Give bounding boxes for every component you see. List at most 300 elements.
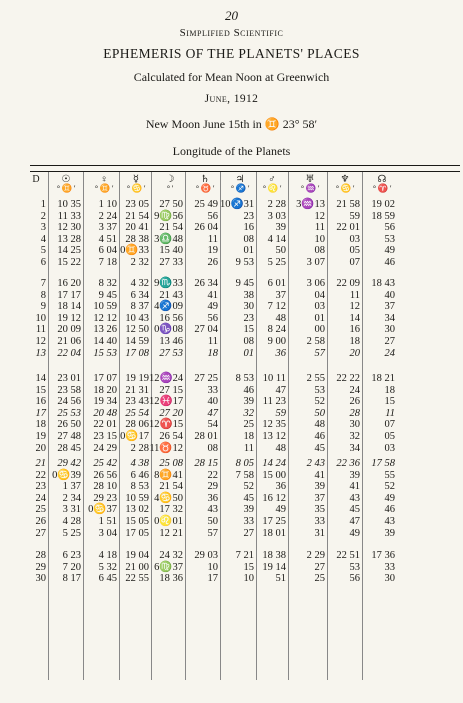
table-cell-jupiter: 9 45: [235, 278, 254, 289]
table-cell-uranus: 46: [314, 431, 325, 442]
table-cell-neptune: 22 22: [336, 373, 360, 384]
table-cell-moon: 3♎48: [154, 233, 183, 245]
day-number: 9: [40, 301, 46, 313]
table-cell-mercury: 8 37: [130, 301, 149, 313]
table-cell-saturn: 47: [207, 407, 218, 419]
day-number: 11: [35, 324, 46, 336]
table-cell-node: 19 02: [371, 199, 395, 210]
table-cell-moon: 15 40: [159, 245, 183, 257]
table-cell-uranus: 3 06: [306, 278, 325, 289]
table-cell-jupiter: 15: [243, 324, 254, 336]
day-number: 5: [40, 245, 46, 257]
table-cell-venus: 1 10: [98, 199, 117, 210]
table-cell-uranus: 52: [314, 396, 325, 408]
table-cell-sun: 28 45: [57, 442, 81, 454]
table-cell-uranus: 27: [314, 561, 325, 573]
table-cell-saturn: 56: [207, 210, 218, 222]
table-cell-uranus: 3 07: [306, 257, 325, 268]
table-cell-sun: 2 34: [62, 492, 81, 504]
table-cell-uranus: 45: [314, 442, 325, 454]
table-cell-mercury: 17 08: [125, 347, 149, 359]
table-cell-sun: 17 17: [57, 289, 81, 301]
table-cell-venus: 20 48: [93, 407, 117, 419]
table-cell-jupiter: 30: [243, 301, 254, 313]
table-cell-mars: 2 28: [267, 199, 286, 210]
day-number: 21: [35, 458, 46, 469]
table-cell-venus: 9 45: [98, 289, 117, 301]
day-number: 7: [40, 278, 46, 289]
table-cell-venus: 14 40: [93, 336, 117, 347]
table-cell-saturn: 26 34: [194, 278, 218, 289]
table-cell-moon: 26 54: [159, 431, 183, 442]
table-cell-moon: 27 20: [159, 407, 183, 419]
table-cell-node: 33: [384, 561, 395, 573]
col-head-venus: ♀: [100, 174, 108, 185]
table-cell-sun: 29 42: [57, 458, 81, 469]
table-cell-jupiter: 23: [243, 210, 254, 222]
table-cell-node: 18: [384, 384, 395, 396]
table-cell-jupiter: 7 21: [235, 550, 254, 561]
table-cell-venus: 6 45: [98, 573, 117, 585]
table-cell-neptune: 43: [349, 492, 360, 504]
table-cell-uranus: 10: [314, 233, 325, 245]
table-cell-saturn: 10: [207, 561, 218, 573]
table-cell-moon: 12♓17: [149, 396, 184, 408]
col-subhead-saturn: ° ♉ ′: [195, 183, 215, 193]
table-cell-neptune: 24: [349, 384, 360, 396]
table-cell-venus: 24 29: [93, 442, 117, 454]
table-cell-sun: 1 37: [62, 481, 81, 493]
table-cell-venus: 17 07: [93, 373, 117, 384]
table-cell-sun: 23 58: [57, 384, 81, 396]
table-cell-sun: 19 12: [57, 312, 81, 324]
day-number: 26: [35, 516, 46, 527]
table-cell-uranus: 33: [314, 516, 325, 527]
column-divider: [288, 172, 289, 680]
table-cell-uranus: 41: [314, 469, 325, 481]
table-cell-sun: 22 04: [57, 347, 81, 359]
table-cell-mercury: 2 28: [130, 442, 149, 454]
table-cell-mars: 51: [275, 573, 286, 585]
table-cell-sun: 8 17: [62, 573, 81, 585]
table-cell-jupiter: 01: [243, 245, 254, 257]
table-cell-mercury: 19 04: [125, 550, 149, 561]
table-cell-mercury: 10 43: [125, 312, 149, 324]
table-cell-neptune: 26: [349, 396, 360, 408]
table-cell-neptune: 22 01: [336, 222, 360, 234]
table-cell-neptune: 56: [349, 573, 360, 585]
table-cell-venus: 19 34: [93, 396, 117, 408]
table-cell-saturn: 11: [207, 336, 218, 347]
table-cell-sun: 18 14: [57, 301, 81, 313]
table-cell-venus: 15 53: [93, 347, 117, 359]
table-cell-venus: 22 01: [93, 419, 117, 431]
table-cell-node: 34: [384, 312, 395, 324]
table-cell-mars: 48: [275, 442, 286, 454]
col-head-sun: ☉: [61, 174, 71, 185]
table-cell-uranus: 2 29: [306, 550, 325, 561]
table-cell-venus: 6 04: [98, 245, 117, 257]
table-cell-jupiter: 46: [243, 384, 254, 396]
table-cell-neptune: 18: [349, 336, 360, 347]
table-cell-mars: 8 24: [267, 324, 286, 336]
table-cell-node: 49: [384, 492, 395, 504]
page-number: 20: [225, 8, 238, 23]
table-cell-uranus: 03: [314, 301, 325, 313]
table-cell-saturn: 28 15: [194, 458, 218, 469]
table-cell-uranus: 04: [314, 289, 325, 301]
col-head-mars: ♂: [268, 174, 276, 185]
new-moon-note: New Moon June 15th in ♊ 23° 58′: [145, 117, 318, 131]
table-cell-mercury: 20 41: [125, 222, 149, 234]
table-cell-jupiter: 08: [243, 233, 254, 245]
table-cell-node: 49: [384, 245, 395, 257]
day-number: 2: [40, 210, 46, 222]
table-cell-uranus: 00: [314, 324, 325, 336]
table-cell-uranus: 3♒13: [296, 199, 325, 210]
table-cell-uranus: 48: [314, 419, 325, 431]
table-cell-uranus: 2 58: [306, 336, 325, 347]
table-cell-mercury: 0♊33: [120, 245, 149, 257]
table-cell-mercury: 25 54: [125, 407, 149, 419]
table-cell-jupiter: 10♐31: [220, 199, 255, 210]
table-cell-neptune: 53: [349, 561, 360, 573]
page-title: EPHEMERIS OF THE PLANETS' PLACES: [103, 46, 360, 61]
table-cell-mars: 48: [275, 312, 286, 324]
table-cell-uranus: 25: [314, 573, 325, 585]
table-cell-neptune: 59: [349, 210, 360, 222]
table-cell-saturn: 27 25: [194, 373, 218, 384]
table-cell-moon: 12 21: [159, 527, 183, 539]
table-cell-moon: 0♑08: [154, 324, 183, 336]
table-cell-saturn: 56: [207, 312, 218, 324]
table-cell-sun: 3 31: [62, 504, 81, 516]
table-cell-uranus: 37: [314, 492, 325, 504]
table-cell-neptune: 45: [349, 504, 360, 516]
table-cell-moon: 4♐09: [154, 301, 183, 313]
table-cell-mercury: 23 43: [125, 396, 149, 408]
table-cell-venus: 5 32: [98, 561, 117, 573]
table-cell-mars: 15 00: [262, 469, 286, 481]
table-cell-neptune: 39: [349, 469, 360, 481]
day-number: 1: [40, 199, 46, 210]
table-cell-saturn: 43: [207, 504, 218, 516]
table-cell-jupiter: 52: [243, 481, 254, 493]
table-cell-mars: 3 03: [267, 210, 286, 222]
table-cell-saturn: 36: [207, 492, 218, 504]
table-cell-neptune: 47: [349, 516, 360, 527]
table-cell-moon: 24 32: [159, 550, 183, 561]
col-head-mercury: ☿: [132, 174, 140, 185]
table-cell-saturn: 33: [207, 384, 218, 396]
table-cell-sun: 25 53: [57, 407, 81, 419]
col-head-saturn: ♄: [200, 174, 210, 185]
table-cell-uranus: 50: [314, 407, 325, 419]
table-cell-sun: 15 22: [57, 257, 81, 268]
table-cell-venus: 8 32: [98, 278, 117, 289]
table-cell-mercury: 28 06: [125, 419, 149, 431]
table-cell-jupiter: 01: [243, 347, 254, 359]
table-cell-neptune: 20: [349, 347, 360, 359]
table-cell-node: 37: [384, 301, 395, 313]
table-cell-neptune: 05: [349, 245, 360, 257]
table-cell-mercury: 21 54: [125, 210, 149, 222]
table-cell-mars: 50: [275, 245, 286, 257]
table-cell-venus: 23 15: [93, 431, 117, 442]
table-cell-moon: 11♉12: [149, 442, 183, 454]
table-cell-moon: 0♌01: [154, 516, 183, 527]
table-cell-mercury: 4 38: [130, 458, 149, 469]
table-cell-mars: 18 38: [262, 550, 286, 561]
table-cell-moon: 27 53: [159, 347, 183, 359]
table-cell-venus: 28 10: [93, 481, 117, 493]
col-subhead-mercury: ° ♋ ′: [126, 183, 146, 193]
table-cell-mercury: 8 53: [130, 481, 149, 493]
table-cell-venus: 2 24: [98, 210, 117, 222]
table-cell-mars: 11 23: [262, 396, 286, 408]
table-cell-node: 17 58: [371, 458, 395, 469]
col-head-neptune: ♆: [340, 174, 350, 185]
table-cell-neptune: 49: [349, 527, 360, 539]
table-cell-sun: 26 50: [57, 419, 81, 431]
table-cell-jupiter: 33: [243, 516, 254, 527]
table-cell-neptune: 21 58: [336, 199, 360, 210]
table-cell-mercury: 6 34: [130, 289, 149, 301]
table-cell-jupiter: 23: [243, 312, 254, 324]
table-cell-venus: 0♋37: [88, 504, 117, 516]
day-number: 4: [40, 233, 46, 245]
table-cell-mars: 13 12: [262, 431, 286, 442]
table-cell-saturn: 28 01: [194, 431, 218, 442]
table-cell-neptune: 34: [349, 442, 360, 454]
table-cell-saturn: 40: [207, 396, 218, 408]
col-subhead-node: ° ♈ ′: [372, 183, 392, 193]
table-cell-mars: 6 01: [267, 278, 286, 289]
table-cell-node: 43: [384, 516, 395, 527]
table-cell-uranus: 57: [314, 347, 325, 359]
table-cell-mercury: 19 19: [125, 373, 149, 384]
table-cell-uranus: 01: [314, 312, 325, 324]
table-cell-jupiter: 7 58: [235, 469, 254, 481]
table-cell-sun: 0♋39: [52, 469, 81, 481]
day-number: 18: [35, 419, 46, 431]
table-cell-moon: 21 54: [159, 481, 183, 493]
table-cell-sun: 14 25: [57, 245, 81, 257]
day-number: 14: [35, 373, 46, 384]
table-cell-node: 56: [384, 222, 395, 234]
table-cell-mercury: 23 05: [125, 199, 149, 210]
table-cell-moon: 8♊41: [154, 469, 183, 481]
col-head-day: D: [32, 174, 40, 185]
col-subhead-moon: ° ′: [166, 183, 174, 193]
day-number: 24: [35, 492, 46, 504]
table-cell-sun: 6 23: [62, 550, 81, 561]
table-cell-sun: 23 01: [57, 373, 81, 384]
table-cell-mars: 19 14: [262, 561, 286, 573]
day-number: 8: [40, 289, 46, 301]
table-cell-venus: 26 56: [93, 469, 117, 481]
table-cell-jupiter: 9 53: [235, 257, 254, 268]
table-cell-mars: 39: [275, 222, 286, 234]
table-cell-sun: 21 06: [57, 336, 81, 347]
table-cell-jupiter: 39: [243, 396, 254, 408]
table-cell-node: 30: [384, 324, 395, 336]
table-cell-mercury: 6 46: [130, 469, 149, 481]
table-cell-moon: 21 43: [159, 289, 183, 301]
table-cell-saturn: 26: [207, 257, 218, 268]
day-number: 3: [40, 222, 46, 234]
table-cell-venus: 12 12: [93, 312, 117, 324]
col-head-node: ☊: [377, 174, 387, 185]
table-cell-node: 11: [385, 407, 395, 419]
table-cell-sun: 27 48: [57, 431, 81, 442]
table-cell-moon: 17 32: [159, 504, 183, 516]
table-cell-mars: 16 12: [262, 492, 286, 504]
table-cell-venus: 18 20: [93, 384, 117, 396]
col-subhead-uranus: ° ♒ ′: [300, 183, 320, 193]
table-cell-mars: 37: [275, 289, 286, 301]
table-cell-sun: 7 20: [62, 561, 81, 573]
table-cell-saturn: 25 49: [194, 199, 218, 210]
day-number: 16: [35, 396, 46, 408]
table-cell-mars: 36: [275, 347, 286, 359]
table-cell-saturn: 29: [207, 481, 218, 493]
table-cell-saturn: 19: [207, 245, 218, 257]
table-cell-saturn: 11: [207, 233, 218, 245]
table-cell-sun: 12 30: [57, 222, 81, 234]
table-cell-mars: 9 00: [267, 336, 286, 347]
col-head-uranus: ♅: [305, 174, 315, 185]
table-cell-uranus: 2 55: [306, 373, 325, 384]
table-cell-moon: 9♍56: [154, 210, 183, 222]
table-cell-neptune: 12: [349, 301, 360, 313]
table-cell-moon: 4♋50: [154, 492, 183, 504]
day-number: 20: [35, 442, 46, 454]
col-subhead-venus: ° ♊ ′: [94, 183, 114, 193]
table-cell-mars: 36: [275, 481, 286, 493]
month-year: June, 1912: [204, 93, 259, 105]
table-cell-neptune: 28: [349, 407, 360, 419]
table-cell-mercury: 13 02: [125, 504, 149, 516]
table-cell-jupiter: 25: [243, 419, 254, 431]
table-cell-moon: 27 15: [159, 384, 183, 396]
table-cell-node: 53: [384, 233, 395, 245]
table-cell-node: 03: [384, 442, 395, 454]
table-cell-moon: 18 36: [159, 573, 183, 585]
table-cell-neptune: 03: [349, 233, 360, 245]
table-cell-uranus: 12: [314, 210, 325, 222]
table-cell-moon: 9♏33: [154, 278, 183, 289]
table-cell-venus: 25 42: [93, 458, 117, 469]
table-cell-jupiter: 18: [243, 431, 254, 442]
table-cell-saturn: 57: [207, 527, 218, 539]
table-cell-neptune: 07: [349, 257, 360, 268]
table-cell-neptune: 22 09: [336, 278, 360, 289]
table-cell-node: 55: [384, 469, 395, 481]
table-cell-node: 30: [384, 573, 395, 585]
day-number: 30: [35, 573, 46, 585]
table-cell-saturn: 41: [207, 289, 218, 301]
table-cell-neptune: 32: [349, 431, 360, 442]
table-cell-sun: 16 20: [57, 278, 81, 289]
table-cell-mercury: 14 59: [125, 336, 149, 347]
table-cell-mercury: 0♋17: [120, 431, 149, 442]
table-cell-mars: 7 12: [267, 301, 286, 313]
table-cell-jupiter: 15: [243, 561, 254, 573]
table-cell-jupiter: 10: [243, 573, 254, 585]
table-cell-node: 05: [384, 431, 395, 442]
day-number: 13: [35, 347, 46, 359]
table-cell-moon: 12♒24: [149, 373, 184, 384]
table-cell-mercury: 21 31: [125, 384, 149, 396]
table-cell-saturn: 22: [207, 469, 218, 481]
day-number: 15: [35, 384, 46, 396]
day-number: 28: [35, 550, 46, 561]
table-cell-neptune: 11: [349, 289, 360, 301]
table-cell-venus: 1 51: [98, 516, 117, 527]
day-number: 27: [35, 527, 46, 539]
table-cell-node: 18 43: [371, 278, 395, 289]
table-cell-mercury: 12 50: [125, 324, 149, 336]
table-cell-jupiter: 39: [243, 504, 254, 516]
table-cell-jupiter: 11: [243, 442, 254, 454]
table-cell-neptune: 16: [349, 324, 360, 336]
table-cell-saturn: 54: [207, 419, 218, 431]
table-cell-saturn: 27 04: [194, 324, 218, 336]
table-cell-venus: 7 18: [98, 257, 117, 268]
calculation-note: Calculated for Mean Noon at Greenwich: [133, 70, 330, 84]
day-number: 25: [35, 504, 46, 516]
table-cell-node: 46: [384, 504, 395, 516]
table-cell-jupiter: 38: [243, 289, 254, 301]
table-cell-venus: 3 37: [98, 222, 117, 234]
table-cell-node: 46: [384, 257, 395, 268]
table-cell-mars: 4 14: [267, 233, 286, 245]
table-cell-venus: 4 51: [98, 233, 117, 245]
table-cell-uranus: 2 43: [306, 458, 325, 469]
table-cell-moon: 27 50: [159, 199, 183, 210]
table-cell-mars: 14 24: [262, 458, 286, 469]
table-cell-venus: 4 18: [98, 550, 117, 561]
table-cell-saturn: 08: [207, 442, 218, 454]
table-cell-saturn: 17: [207, 573, 218, 585]
col-head-jupiter: ♃: [235, 174, 245, 185]
col-subhead-mars: ° ♌ ′: [262, 183, 282, 193]
table-cell-moon: 21 54: [159, 222, 183, 234]
table-cell-jupiter: 8 05: [235, 458, 254, 469]
table-cell-node: 24: [384, 347, 395, 359]
section-title: Longitude of the Planets: [172, 144, 291, 158]
day-number: 10: [35, 312, 46, 324]
table-cell-moon: 6♍37: [154, 561, 183, 573]
table-cell-mars: 12 35: [262, 419, 286, 431]
day-number: 12: [35, 336, 46, 347]
table-cell-saturn: 29 03: [194, 550, 218, 561]
table-cell-jupiter: 16: [243, 222, 254, 234]
table-cell-moon: 25 08: [159, 458, 183, 469]
table-cell-mercury: 22 55: [125, 573, 149, 585]
table-cell-sun: 5 25: [62, 527, 81, 539]
header-rule: [30, 171, 460, 172]
table-cell-mercury: 21 00: [125, 561, 149, 573]
table-cell-jupiter: 45: [243, 492, 254, 504]
table-cell-mars: 59: [275, 407, 286, 419]
table-cell-node: 40: [384, 289, 395, 301]
table-cell-sun: 20 09: [57, 324, 81, 336]
table-cell-moon: 16 56: [159, 312, 183, 324]
table-cell-mercury: 10 59: [125, 492, 149, 504]
table-cell-jupiter: 27: [243, 527, 254, 539]
